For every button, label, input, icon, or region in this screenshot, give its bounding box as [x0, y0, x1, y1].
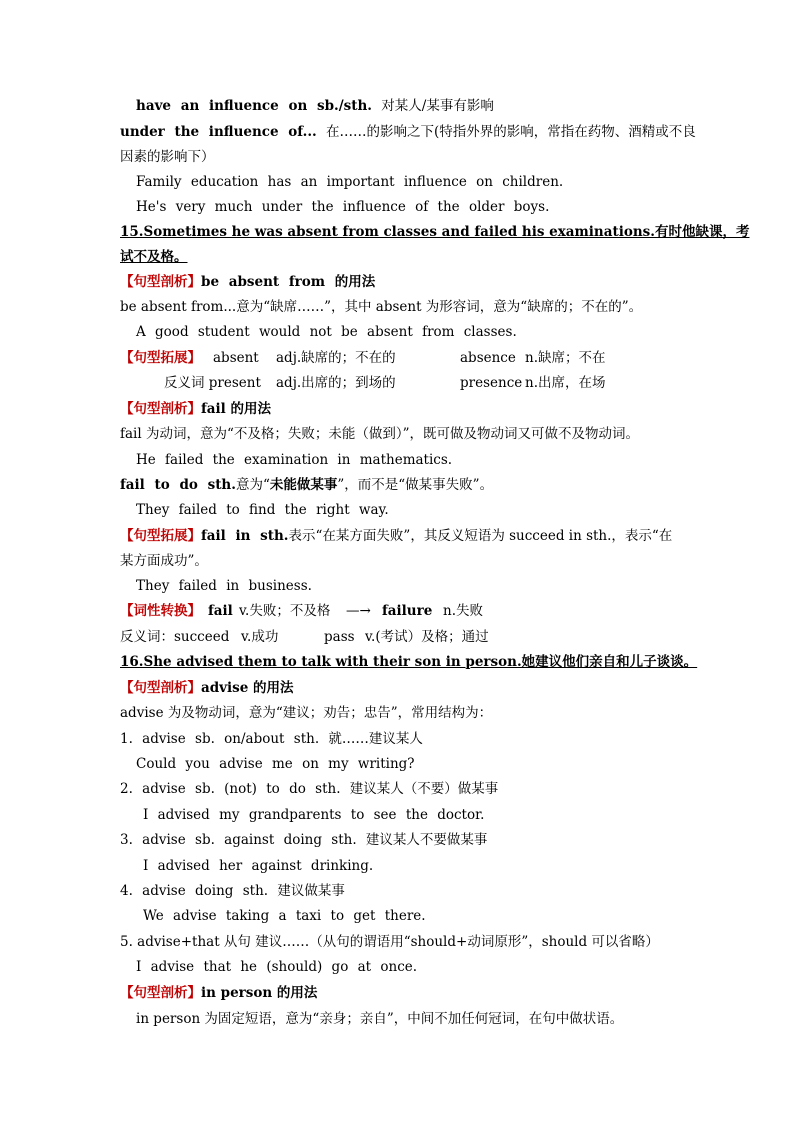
- section-title: in person 的用法: [201, 985, 318, 1001]
- section-tag: 【句型剖析】: [120, 985, 201, 1001]
- list-item: 4. advise doing sth. 建议做某事: [120, 883, 345, 899]
- line-text: 某方面成功”。: [120, 553, 208, 569]
- word: pass: [324, 629, 355, 645]
- section-tag: 【句型剖析】: [120, 274, 201, 290]
- example-sentence: He failed the examination in mathematics.: [136, 452, 453, 468]
- example-sentence: I advised her against drinking.: [143, 858, 374, 874]
- line-under-influence: [120, 122, 696, 142]
- line-antonym: [120, 627, 690, 647]
- arrow-icon: —→: [346, 603, 371, 619]
- word: 反义词 present: [164, 375, 261, 391]
- word: presence: [460, 375, 523, 391]
- section-heading: [120, 983, 690, 1003]
- word-gloss: v.成功: [241, 629, 279, 645]
- line-text: fail 为动词，意为“不及格；失败；未能（做到）”，既可做及物动词又可做不及物动词。: [120, 426, 640, 442]
- section-heading: [120, 399, 690, 419]
- example-sentence: I advised my grandparents to see the doctor.: [143, 807, 485, 823]
- word-gloss: n.缺席；不在: [525, 350, 606, 366]
- example-sentence: I advise that he (should) go at once.: [136, 959, 418, 975]
- section-tag: 【句型拓展】: [120, 528, 201, 544]
- word: failure: [382, 603, 433, 619]
- gloss-emphasis: 未能做某事: [269, 477, 338, 493]
- sentence-16-heading: 16.She advised them to talk with their son in person.她建议他们亲自和儿子谈谈。: [120, 654, 698, 670]
- sentence-15-heading: 15.Sometimes he was absent from classes and failed his examinations.有时他缺课，考: [120, 224, 750, 240]
- example-sentence: Family education has an important influence on children.: [136, 174, 564, 190]
- word-gloss: v.失败；不及格: [239, 603, 331, 619]
- phrase: fail to do sth.: [120, 477, 236, 493]
- gloss: 在……的影响之下(特指外界的影响，常指在药物、酒精或不良: [316, 124, 696, 140]
- gloss: 对某人/某事有影响: [372, 98, 494, 114]
- line-text: be absent from...意为“缺席……”，其中 absent 为形容词，意为“缺席的；不在的”。: [120, 299, 643, 315]
- section-title: be absent from 的用法: [201, 274, 376, 290]
- section-title: fail 的用法: [201, 401, 272, 417]
- section-heading: [120, 678, 690, 698]
- line-text: advise 为及物动词，意为“建议；劝告；忠告”，常用结构为：: [120, 705, 493, 721]
- example-sentence: A good student would not be absent from classes.: [136, 324, 517, 340]
- example-sentence: He's very much under the influence of the older boys.: [136, 199, 550, 215]
- section-title: advise 的用法: [201, 680, 294, 696]
- word-gloss: v.(考试）及格；通过: [365, 629, 489, 645]
- phrase: have an influence on sb./sth.: [136, 98, 372, 114]
- example-sentence: They failed in business.: [136, 578, 312, 594]
- word: absent: [213, 350, 259, 366]
- gloss: 表示“在某方面失败”，其反义短语为 succeed in sth.，表示“在: [288, 528, 673, 544]
- section-tag: 【句型剖析】: [120, 401, 201, 417]
- phrase: fail in sth.: [201, 528, 289, 544]
- list-item: 1. advise sb. on/about sth. 就……建议某人: [120, 731, 423, 747]
- phrase: under the influence of...: [120, 124, 317, 140]
- example-sentence: They failed to find the right way.: [136, 502, 389, 518]
- example-sentence: Could you advise me on my writing?: [136, 756, 415, 772]
- list-item: 2. advise sb. (not) to do sth. 建议某人（不要）做某事: [120, 781, 499, 797]
- line-fail-to-do: [120, 475, 690, 495]
- section-heading: [120, 348, 690, 368]
- line-influence-on: [136, 96, 706, 116]
- section-heading: [120, 526, 690, 546]
- gloss: ”，而不是“做某事失败”。: [337, 477, 494, 493]
- word-gloss: n.失败: [443, 603, 483, 619]
- list-item: 5. advise+that 从句 建议……（从句的谓语用“should+动词原形”，should 可以省略）: [120, 934, 659, 950]
- section-tag: 【词性转换】: [120, 603, 201, 619]
- sentence-15-heading-cont: 试不及格。: [120, 249, 188, 265]
- section-heading: [120, 601, 690, 621]
- word: 反义词：succeed: [120, 629, 230, 645]
- word: absence: [460, 350, 516, 366]
- line-text: in person 为固定短语，意为“亲身；亲自”，中间不加任何冠词，在句中做状语。: [136, 1011, 624, 1027]
- section-tag: 【句型剖析】: [120, 680, 201, 696]
- section-heading: [120, 272, 690, 292]
- section-tag: 【句型拓展】: [120, 350, 201, 366]
- word: fail: [208, 603, 233, 619]
- word-gloss: n.出席，在场: [525, 375, 606, 391]
- list-item: 3. advise sb. against doing sth. 建议某人不要做某事: [120, 832, 488, 848]
- gloss: 意为“: [235, 477, 270, 493]
- word-gloss: adj.出席的；到场的: [276, 375, 396, 391]
- word-gloss: adj.缺席的；不在的: [276, 350, 396, 366]
- example-sentence: We advise taking a taxi to get there.: [143, 908, 426, 924]
- line-text: 因素的影响下）: [120, 149, 215, 165]
